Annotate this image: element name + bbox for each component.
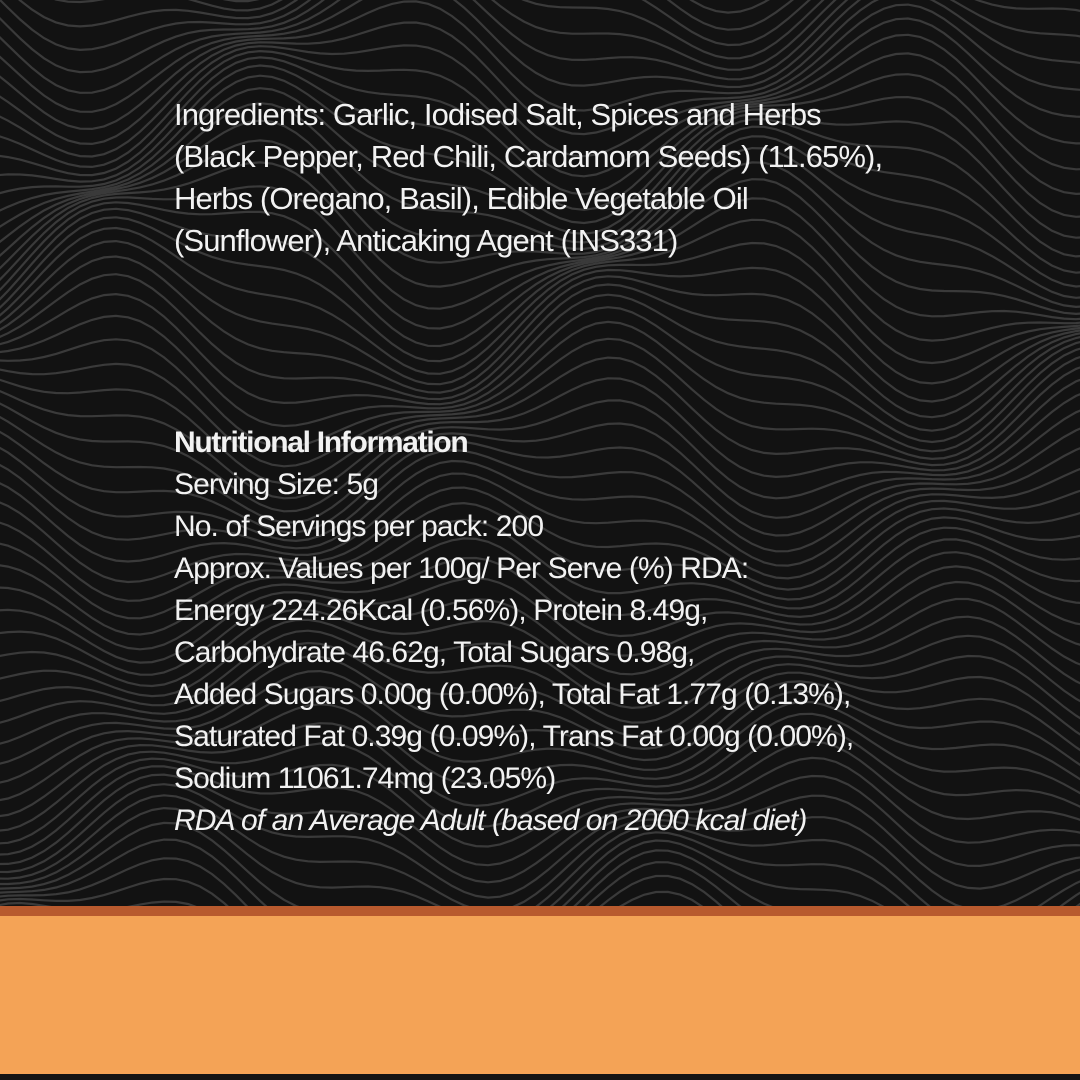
nutrition-values-line: Added Sugars 0.00g (0.00%), Total Fat 1.77g (0.13%), — [174, 678, 851, 711]
nutrition-values-line: Sodium 11061.74mg (23.05%) — [174, 762, 556, 795]
nutrition-values-line: Saturated Fat 0.39g (0.09%), Trans Fat 0.00g (0.00%), — [174, 720, 854, 753]
bottom-edge — [0, 1074, 1080, 1080]
values-intro: Approx. Values per 100g/ Per Serve (%) RDA: — [174, 552, 749, 585]
ingredients-line: (Sunflower), Anticaking Agent (INS331) — [174, 223, 678, 258]
ingredients-block — [174, 94, 994, 262]
rda-note: RDA of an Average Adult (based on 2000 kcal diet) — [174, 804, 807, 837]
nutrition-block — [174, 422, 994, 842]
nutrition-values-line: Carbohydrate 46.62g, Total Sugars 0.98g, — [174, 636, 695, 669]
nutrition-values-line: Energy 224.26Kcal (0.56%), Protein 8.49g, — [174, 594, 708, 627]
serving-size: Serving Size: 5g — [174, 468, 379, 501]
orange-footer-band — [0, 916, 1080, 1074]
ingredients-line: (Black Pepper, Red Chili, Cardamom Seeds) (11.65%), — [174, 139, 883, 174]
ingredients-line: Ingredients: Garlic, Iodised Salt, Spices and Herbs — [174, 97, 821, 132]
ingredients-line: Herbs (Oregano, Basil), Edible Vegetable Oil — [174, 181, 748, 216]
servings-per-pack: No. of Servings per pack: 200 — [174, 510, 544, 543]
nutrition-heading: Nutritional Information — [174, 426, 468, 459]
accent-stripe — [0, 906, 1080, 916]
